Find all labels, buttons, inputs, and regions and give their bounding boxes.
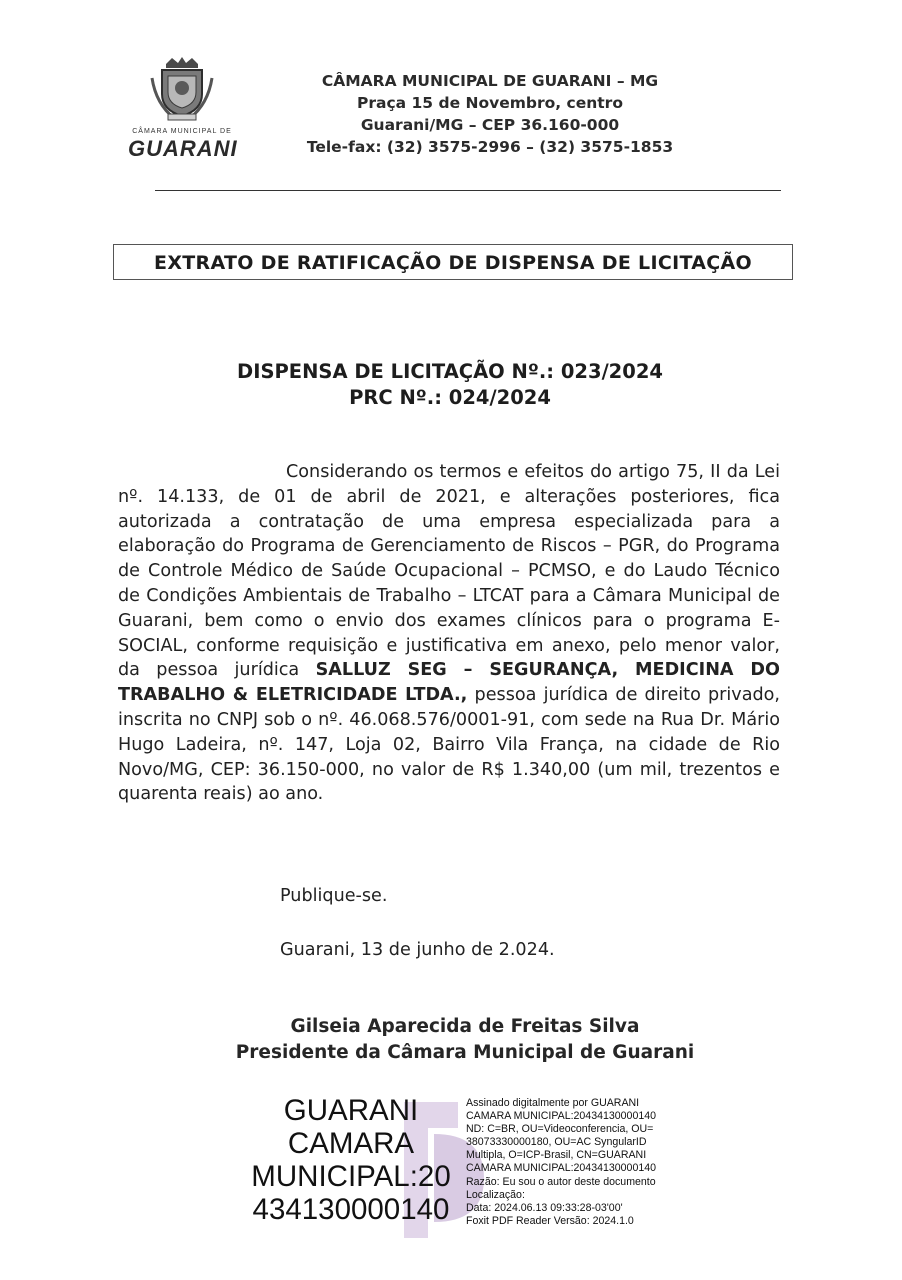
signature-big-line: 434130000140: [252, 1193, 450, 1226]
signatory-name: Gilseia Aparecida de Freitas Silva: [290, 1016, 640, 1037]
letterhead-city: Guarani/MG – CEP 36.160-000: [360, 116, 620, 134]
dispensa-number: DISPENSA DE LICITAÇÃO Nº.: 023/2024: [237, 360, 663, 383]
logo-name: GUARANI: [128, 136, 238, 161]
signature-detail-line: Multipla, O=ICP-Brasil, CN=GUARANI: [466, 1149, 647, 1162]
logo-subtitle: CÂMARA MUNICIPAL DE: [132, 128, 232, 135]
chamber-logo: [128, 56, 236, 162]
company-name: SALLUZ SEG – SEGURANÇA, MEDICINA DO TRABALHO & ELETRICIDADE LTDA.,: [118, 660, 780, 706]
signature-big-line: MUNICIPAL:20: [251, 1160, 451, 1193]
signature-big-line: CAMARA: [287, 1127, 415, 1160]
signature-detail-line: CAMARA MUNICIPAL:20434130000140: [466, 1110, 657, 1123]
prc-number: PRC Nº.: 024/2024: [349, 386, 551, 409]
coat-of-arms-icon: [148, 56, 216, 122]
signature-detail-line: ND: C=BR, OU=Videoconferencia, OU=: [466, 1123, 654, 1136]
letterhead-address: Praça 15 de Novembro, centro: [357, 94, 623, 112]
signatory-role: Presidente da Câmara Municipal de Guarani: [235, 1042, 695, 1063]
signature-detail-line: Assinado digitalmente por GUARANI: [466, 1097, 640, 1109]
signature-detail-line: Localização:: [466, 1188, 525, 1201]
signature-detail-line: 38073330000180, OU=AC SyngularID: [466, 1136, 647, 1149]
place-and-date: Guarani, 13 de junho de 2.024.: [280, 940, 555, 960]
letterhead-phone: Tele-fax: (32) 3575-2996 – (32) 3575-1853: [306, 138, 674, 156]
body-text-details: pessoa jurídica de direito privado, inscrita no CNPJ sob o nº. 46.068.576/0001-91, com sede na Rua Dr. Mário Hugo Ladeira, nº. 147, Loja 02, Bairro Vila França, na cidade de Rio Novo/MG, CEP: 36.150-000, no valor de R$ 1.340,00 (um mil, trezentos e quarenta reais) ao ano.: [118, 685, 780, 805]
document-title-box: [113, 244, 793, 280]
signature-detail-line: Data: 2024.06.13 09:33:28-03'00': [466, 1201, 623, 1214]
signature-big-line: GUARANI: [283, 1094, 419, 1127]
letterhead-org: CÂMARA MUNICIPAL DE GUARANI – MG: [321, 72, 659, 90]
header-divider: [155, 190, 781, 191]
publish-order: Publique-se.: [280, 886, 388, 906]
body-text-intro: Considerando os termos e efeitos do artigo 75, II da Lei nº. 14.133, de 01 de abril de 2021, e alterações posteriores, fica autorizada a contratação de uma empresa especializada para a elaboração do Programa de Gerenciamento de Riscos – PGR, do Programa de Controle Médico de Saúde Ocupacional – PCMSO, e do Laudo Técnico de Condições Ambientais de Trabalho – LTCAT para a Câmara Municipal de Guarani, bem como o envio dos exames clínicos para o programa E-SOCIAL, conforme requisição e justificativa em anexo, pelo menor valor, da pessoa jurídica: [118, 462, 780, 681]
document-title: EXTRATO DE RATIFICAÇÃO DE DISPENSA DE LICITAÇÃO: [154, 252, 752, 274]
letterhead: [280, 70, 700, 158]
signature-holder-name: [228, 1094, 474, 1226]
signature-details: [466, 1097, 716, 1228]
signature-detail-line: Razão: Eu sou o autor deste documento: [466, 1175, 656, 1188]
signature-detail-line: CAMARA MUNICIPAL:20434130000140: [466, 1162, 657, 1175]
body-paragraph: [118, 460, 780, 807]
signature-detail-line: Foxit PDF Reader Versão: 2024.1.0: [466, 1214, 634, 1227]
